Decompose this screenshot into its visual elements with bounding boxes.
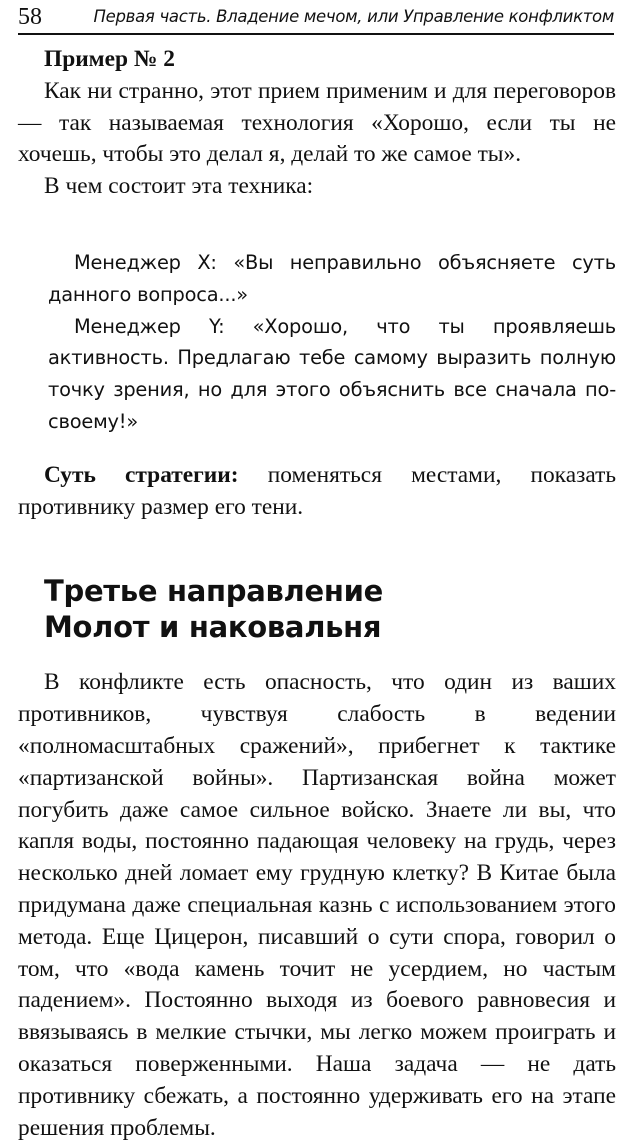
running-title: Первая часть. Владение мечом, или Управление конфликтом bbox=[93, 7, 614, 26]
example-heading: Пример № 2 bbox=[44, 46, 175, 72]
section-title-line2: Молот и наковальня bbox=[44, 610, 382, 645]
example-question: В чем состоит эта техника: bbox=[44, 173, 314, 200]
spacer bbox=[18, 203, 616, 247]
page-number: 58 bbox=[18, 4, 42, 30]
page-content bbox=[18, 44, 616, 1144]
example-intro-paragraph: Как ни странно, этот прием применим и для переговоров — так называемая технология «Хорошо, если ты не хочешь, чтобы это делал я, делай то же самое ты». bbox=[18, 77, 616, 168]
strategy-paragraph bbox=[18, 460, 616, 524]
spacer bbox=[18, 523, 616, 573]
dialog-block bbox=[18, 247, 616, 438]
spacer bbox=[18, 645, 616, 667]
dialog-line-manager-y: Менеджер Y: «Хорошо, что ты проявляешь активность. Предлагаю тебе самому выразить полную точку зрения, но для этого объяснить все сначала по-своему!» bbox=[48, 314, 616, 433]
section-title-line1: Третье направление bbox=[44, 574, 383, 609]
dialog-line-manager-x: Менеджер X: «Вы неправильно объясняете суть данного вопроса...» bbox=[48, 250, 616, 306]
strategy-text: поменяться местами, показать противнику размер его тени. bbox=[18, 461, 616, 520]
section-paragraph: В конфликте есть опасность, что один из ваших противников, чувствуя слабость в ведении «полномасштабных сражений», прибегнет к тактике «партизанской войны». Партизанская война может погубить даже самое сильное войско. Знаете ли вы, что капля воды, постоянно падающая человеку на грудь, через несколько дней ломает ему грудную клетку? В Китае была придумана даже специальная казнь с использованием этого метода. Еще Цицерон, писавший о сути спора, говорил о том, что «вода камень точит не усердием, но частым падением». Постоянно выходя из боевого равновесия и ввязываясь в мелкие стычки, мы легко можем проиграть и оказаться поверженными. Наша задача — не дать противнику сбежать, а постоянно удерживать его на этапе решения проблемы. bbox=[18, 669, 616, 1141]
header-rule bbox=[18, 33, 614, 35]
section-heading bbox=[18, 573, 616, 645]
strategy-label: Суть стратегии: bbox=[44, 461, 239, 488]
running-header bbox=[18, 2, 614, 32]
spacer bbox=[18, 438, 616, 460]
